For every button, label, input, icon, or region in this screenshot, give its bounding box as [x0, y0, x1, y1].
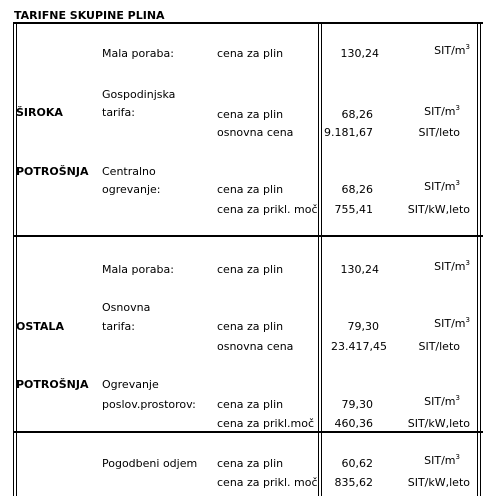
category-label: tarifa:: [102, 106, 135, 119]
category-label: Centralno: [102, 165, 156, 178]
price-type: cena za plin: [217, 457, 284, 470]
left-inner-border: [16, 22, 17, 496]
left-border: [13, 22, 14, 496]
price-value: 835,62: [334, 476, 373, 489]
top-border: [13, 22, 483, 24]
price-value: 130,24: [340, 47, 379, 60]
category-label: Mala poraba:: [102, 47, 174, 60]
category-label: Pogodbeni odjem: [102, 457, 198, 470]
price-value: 79,30: [347, 320, 379, 333]
price-unit: SIT/$m^3$: [424, 394, 460, 408]
price-unit: SIT/kW,leto: [407, 203, 470, 216]
price-type: cena za plin: [217, 47, 284, 60]
price-type: cena za plin: [217, 398, 284, 411]
price-value: 460,36: [334, 417, 373, 430]
price-unit: SIT/kW,leto: [407, 476, 470, 489]
right-inner-border: [480, 22, 481, 496]
price-type: osnovna cena: [217, 340, 294, 353]
price-unit: SIT/leto: [418, 126, 460, 139]
price-unit: SIT/leto: [418, 340, 460, 353]
price-type: cena za plin: [217, 108, 284, 121]
group-label: POTROŠNJA: [16, 165, 89, 178]
category-label: Osnovna: [102, 301, 151, 314]
category-label: Mala poraba:: [102, 263, 174, 276]
category-label: poslov.prostorov:: [102, 398, 196, 411]
price-unit: SIT/$m^3$: [434, 43, 470, 57]
price-unit: SIT/$m^3$: [424, 453, 460, 467]
price-value: 9.181,67: [324, 126, 373, 139]
price-unit: SIT/$m^3$: [434, 316, 470, 330]
price-value: 755,41: [334, 203, 373, 216]
category-label: Gospodinjska: [102, 88, 176, 101]
price-type: cena za plin: [217, 263, 284, 276]
price-type: cena za prikl. moč: [217, 476, 318, 489]
price-value: 130,24: [340, 263, 379, 276]
price-value: 68,26: [341, 108, 373, 121]
price-value: 60,62: [341, 457, 373, 470]
group-label: POTROŠNJA: [16, 378, 89, 391]
right-border: [477, 22, 478, 496]
category-label: tarifa:: [102, 320, 135, 333]
price-type: cena za prikl. moč: [217, 203, 318, 216]
table-title: TARIFNE SKUPINE PLINA: [14, 9, 165, 22]
price-unit: SIT/kW,leto: [407, 417, 470, 430]
group-divider-1: [13, 235, 483, 237]
price-type: cena za plin: [217, 320, 284, 333]
category-label: Ogrevanje: [102, 378, 159, 391]
price-value: 68,26: [341, 183, 373, 196]
price-unit: SIT/$m^3$: [424, 179, 460, 193]
price-type: osnovna cena: [217, 126, 294, 139]
price-value: 23.417,45: [331, 340, 387, 353]
price-type: cena za plin: [217, 183, 284, 196]
price-type: cena za prikl.moč: [217, 417, 315, 430]
price-value: 79,30: [341, 398, 373, 411]
group-label: ŠIROKA: [16, 106, 63, 119]
group-label: OSTALA: [16, 320, 64, 333]
group-divider-2: [13, 431, 483, 433]
price-unit: SIT/$m^3$: [434, 259, 470, 273]
category-label: ogrevanje:: [102, 183, 161, 196]
price-unit: SIT/$m^3$: [424, 104, 460, 118]
